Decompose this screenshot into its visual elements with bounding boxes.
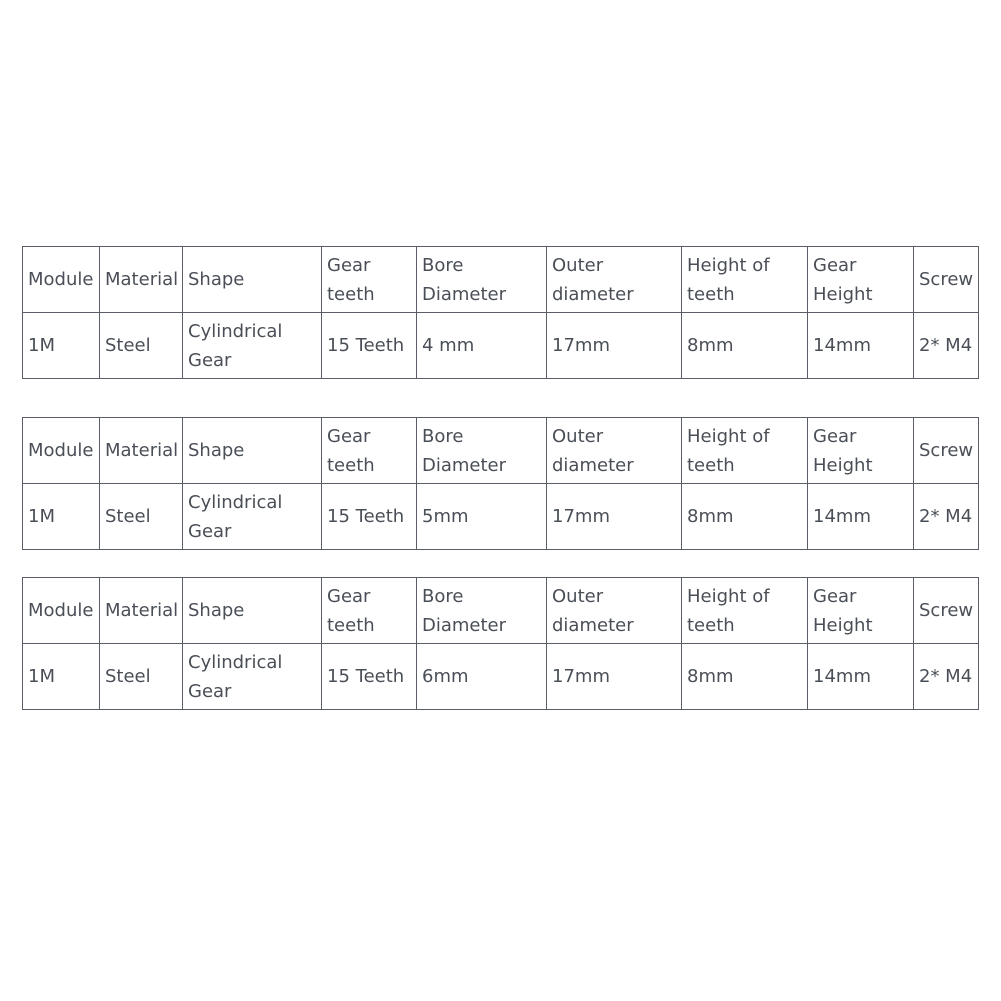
- gear-spec-table-3: [22, 577, 979, 710]
- header-material: Material: [100, 578, 183, 644]
- header-bore-diameter: Bore Diameter: [417, 578, 547, 644]
- header-bore-diameter: Bore Diameter: [417, 418, 547, 484]
- header-screw: Screw: [914, 578, 979, 644]
- cell-outer-diameter: 17mm: [547, 644, 682, 710]
- cell-screw: 2* M4: [914, 313, 979, 379]
- header-shape: Shape: [183, 578, 322, 644]
- cell-gear-teeth: 15 Teeth: [322, 644, 417, 710]
- header-height-of-teeth: Height of teeth: [682, 418, 808, 484]
- header-gear-teeth: Gear teeth: [322, 247, 417, 313]
- cell-material: Steel: [100, 484, 183, 550]
- table-header-row: [23, 578, 979, 644]
- table-row: [23, 484, 979, 550]
- cell-gear-height: 14mm: [808, 644, 914, 710]
- header-module: Module: [23, 247, 100, 313]
- header-module: Module: [23, 578, 100, 644]
- header-outer-diameter: Outer diameter: [547, 578, 682, 644]
- cell-shape: Cylindrical Gear: [183, 644, 322, 710]
- cell-gear-height: 14mm: [808, 484, 914, 550]
- cell-outer-diameter: 17mm: [547, 313, 682, 379]
- cell-material: Steel: [100, 644, 183, 710]
- header-screw: Screw: [914, 418, 979, 484]
- cell-bore-diameter: 5mm: [417, 484, 547, 550]
- cell-module: 1M: [23, 644, 100, 710]
- header-bore-diameter: Bore Diameter: [417, 247, 547, 313]
- cell-gear-height: 14mm: [808, 313, 914, 379]
- gear-spec-table-2: [22, 417, 979, 550]
- cell-height-of-teeth: 8mm: [682, 484, 808, 550]
- header-gear-teeth: Gear teeth: [322, 418, 417, 484]
- cell-gear-teeth: 15 Teeth: [322, 484, 417, 550]
- cell-shape: Cylindrical Gear: [183, 484, 322, 550]
- cell-height-of-teeth: 8mm: [682, 313, 808, 379]
- header-outer-diameter: Outer diameter: [547, 418, 682, 484]
- cell-material: Steel: [100, 313, 183, 379]
- header-gear-height: Gear Height: [808, 247, 914, 313]
- header-height-of-teeth: Height of teeth: [682, 578, 808, 644]
- cell-bore-diameter: 6mm: [417, 644, 547, 710]
- header-shape: Shape: [183, 418, 322, 484]
- table-row: [23, 644, 979, 710]
- header-gear-height: Gear Height: [808, 578, 914, 644]
- header-material: Material: [100, 247, 183, 313]
- cell-screw: 2* M4: [914, 644, 979, 710]
- cell-module: 1M: [23, 484, 100, 550]
- header-material: Material: [100, 418, 183, 484]
- table-header-row: [23, 418, 979, 484]
- header-outer-diameter: Outer diameter: [547, 247, 682, 313]
- cell-module: 1M: [23, 313, 100, 379]
- table-row: [23, 313, 979, 379]
- cell-bore-diameter: 4 mm: [417, 313, 547, 379]
- cell-outer-diameter: 17mm: [547, 484, 682, 550]
- header-gear-height: Gear Height: [808, 418, 914, 484]
- cell-gear-teeth: 15 Teeth: [322, 313, 417, 379]
- cell-shape: Cylindrical Gear: [183, 313, 322, 379]
- header-module: Module: [23, 418, 100, 484]
- cell-height-of-teeth: 8mm: [682, 644, 808, 710]
- header-shape: Shape: [183, 247, 322, 313]
- gear-spec-table-1: [22, 246, 979, 379]
- cell-screw: 2* M4: [914, 484, 979, 550]
- header-gear-teeth: Gear teeth: [322, 578, 417, 644]
- table-header-row: [23, 247, 979, 313]
- header-height-of-teeth: Height of teeth: [682, 247, 808, 313]
- header-screw: Screw: [914, 247, 979, 313]
